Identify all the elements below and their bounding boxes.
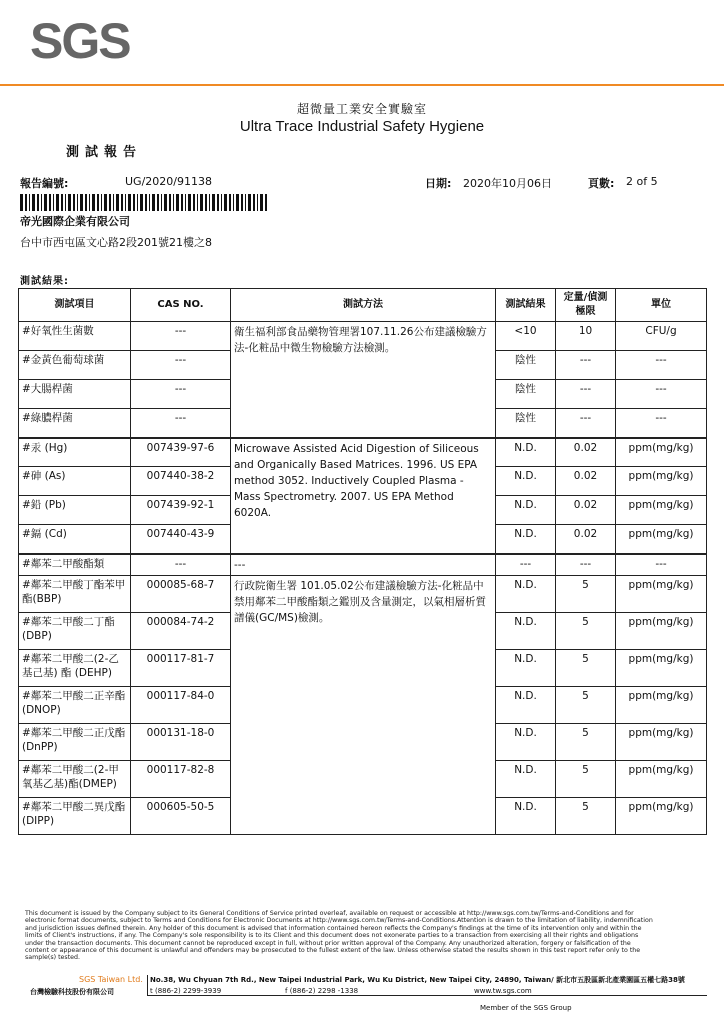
cell-item: #鄰苯二甲酸二丁酯(DBP): [19, 612, 131, 649]
barcode-bar: [137, 194, 138, 211]
barcode-bar: [164, 194, 167, 211]
barcode-bar: [152, 194, 155, 211]
barcode-bar: [128, 194, 131, 211]
barcode-bar: [56, 194, 59, 211]
footer-website: www.tw.sgs.com: [474, 987, 532, 995]
report-date: 2020年10月06日: [463, 177, 552, 190]
cell-item: #鄰苯二甲酸二正辛酯 (DNOP): [19, 686, 131, 723]
cell-result: 陰性: [496, 409, 556, 438]
barcode-bar: [161, 194, 162, 211]
cell-cas: ---: [131, 351, 231, 380]
cell-result: N.D.: [496, 723, 556, 760]
barcode-bar: [113, 194, 114, 211]
cell-item: #好氧性生菌數: [19, 322, 131, 351]
cell-item: #汞 (Hg): [19, 438, 131, 467]
cell-limit: ---: [556, 351, 616, 380]
barcode-bar: [200, 194, 203, 211]
footer-sgs-taiwan: SGS Taiwan Ltd.: [79, 975, 143, 984]
barcode-bar: [89, 194, 90, 211]
barcode-image: [20, 194, 270, 211]
date-label: 日期:: [425, 177, 452, 190]
barcode-bar: [41, 194, 42, 211]
cell-limit: 5: [556, 723, 616, 760]
cell-cas: ---: [131, 554, 231, 576]
cell-result: N.D.: [496, 575, 556, 612]
barcode-bar: [32, 194, 35, 211]
barcode-bar: [116, 194, 119, 211]
barcode-bar: [121, 194, 123, 211]
cell-result: N.D.: [496, 496, 556, 525]
header-method: 測試方法: [231, 289, 496, 322]
cell-limit: 0.02: [556, 525, 616, 554]
footer-address: No.38, Wu Chyuan 7th Rd., New Taipei Industrial Park, Wu Ku District, New Taipei City, 24890, Taiwan/ 新北市五股區新北產業園區五權七路38號: [150, 976, 685, 984]
cell-unit: ppm(mg/kg): [616, 525, 707, 554]
cell-cas: 007440-43-9: [131, 525, 231, 554]
cell-result: N.D.: [496, 760, 556, 797]
barcode-bar: [145, 194, 147, 211]
cell-result: N.D.: [496, 467, 556, 496]
report-number: UG/2020/91138: [125, 175, 212, 188]
footer-company-zh: 台灣檢驗科技股份有限公司: [30, 988, 114, 996]
barcode-bar: [265, 194, 267, 211]
cell-limit: ---: [556, 380, 616, 409]
cell-limit: 0.02: [556, 438, 616, 467]
cell-result: N.D.: [496, 525, 556, 554]
footer-rule: [147, 995, 707, 996]
page-label: 頁數:: [588, 177, 615, 190]
barcode-bar: [53, 194, 54, 211]
table-row: [19, 322, 707, 351]
client-address: 台中市西屯區文心路2段201號21樓之8: [20, 236, 212, 249]
cell-cas: 007439-92-1: [131, 496, 231, 525]
barcode-bar: [44, 194, 47, 211]
cell-cas: 000084-74-2: [131, 612, 231, 649]
cell-unit: ppm(mg/kg): [616, 467, 707, 496]
cell-cas: 000117-84-0: [131, 686, 231, 723]
barcode-bar: [73, 194, 75, 211]
cell-result: N.D.: [496, 438, 556, 467]
cell-cas: 000085-68-7: [131, 575, 231, 612]
cell-method: Microwave Assisted Acid Digestion of Siliceous and Organically Based Matrices. 1996. US EPA method 3052. Inductively Coupled Plasma - Mass Spectrometry. 2007. US EPA Method 6020A.: [231, 438, 496, 554]
barcode-bar: [260, 194, 263, 211]
cell-unit: ---: [616, 554, 707, 576]
barcode-bar: [49, 194, 51, 211]
cell-cas: 007439-97-6: [131, 438, 231, 467]
cell-unit: ---: [616, 380, 707, 409]
barcode-bar: [80, 194, 83, 211]
cell-limit: 5: [556, 649, 616, 686]
cell-cas: ---: [131, 322, 231, 351]
cell-limit: 10: [556, 322, 616, 351]
cell-limit: 5: [556, 797, 616, 834]
barcode-bar: [233, 194, 234, 211]
client-company: 帝光國際企業有限公司: [20, 215, 130, 228]
cell-unit: ppm(mg/kg): [616, 760, 707, 797]
barcode-bar: [109, 194, 111, 211]
footer-member: Member of the SGS Group: [480, 1004, 572, 1012]
cell-unit: ppm(mg/kg): [616, 797, 707, 834]
cell-unit: CFU/g: [616, 322, 707, 351]
cell-item: #鎘 (Cd): [19, 525, 131, 554]
cell-item: #鄰苯二甲酸二(2-乙基己基) 酯 (DEHP): [19, 649, 131, 686]
cell-cas: 000117-82-8: [131, 760, 231, 797]
barcode-bar: [197, 194, 198, 211]
cell-item: #鉛 (Pb): [19, 496, 131, 525]
barcode-bar: [68, 194, 71, 211]
barcode-bar: [92, 194, 95, 211]
barcode-bar: [157, 194, 159, 211]
table-row: [19, 554, 707, 576]
cell-method: ---: [231, 554, 496, 576]
barcode-bar: [25, 194, 27, 211]
cell-limit: 5: [556, 575, 616, 612]
cell-item: #大腸桿菌: [19, 380, 131, 409]
cell-item: #鄰苯二甲酸丁酯苯甲酯(BBP): [19, 575, 131, 612]
barcode-bar: [181, 194, 183, 211]
barcode-bar: [140, 194, 143, 211]
cell-unit: ppm(mg/kg): [616, 686, 707, 723]
cell-method: 衛生福利部食品藥物管理署107.11.26公布建議檢驗方法-化粧品中微生物檢驗方法檢測。: [231, 322, 496, 438]
barcode-bar: [125, 194, 126, 211]
barcode-bar: [193, 194, 195, 211]
cell-unit: ppm(mg/kg): [616, 612, 707, 649]
barcode-bar: [217, 194, 219, 211]
barcode-bar: [209, 194, 210, 211]
barcode-bar: [245, 194, 246, 211]
barcode-bar: [97, 194, 99, 211]
barcode-bar: [173, 194, 174, 211]
barcode-bar: [257, 194, 258, 211]
cell-item: #鄰苯二甲酸二異戊酯 (DIPP): [19, 797, 131, 834]
cell-result: N.D.: [496, 686, 556, 723]
cell-cas: 007440-38-2: [131, 467, 231, 496]
barcode-bar: [149, 194, 150, 211]
barcode-bar: [224, 194, 227, 211]
barcode-bar: [20, 194, 23, 211]
footer-tel: t (886-2) 2299-3939: [150, 987, 222, 995]
barcode-bar: [29, 194, 30, 211]
cell-item: #鄰苯二甲酸二(2-甲氧基乙基)酯(DMEP): [19, 760, 131, 797]
barcode-bar: [61, 194, 63, 211]
cell-cas: 000605-50-5: [131, 797, 231, 834]
report-title: 測試報告: [66, 145, 143, 160]
cell-item: #鄰苯二甲酸酯類: [19, 554, 131, 576]
barcode-bar: [212, 194, 215, 211]
table-row: [19, 438, 707, 467]
lab-name-en: Ultra Trace Industrial Safety Hygiene: [239, 118, 485, 135]
cell-limit: ---: [556, 409, 616, 438]
header-divider: [0, 84, 724, 86]
cell-method: 行政院衛生署 101.05.02公布建議檢驗方法-化粧品中禁用鄰苯二甲酸酯類之鑑別及含量測定，以氣相層析質譜儀(GC/MS)檢測。: [231, 575, 496, 834]
barcode-bar: [101, 194, 102, 211]
cell-cas: 000117-81-7: [131, 649, 231, 686]
cell-result: N.D.: [496, 797, 556, 834]
barcode-bar: [185, 194, 186, 211]
barcode-bar: [248, 194, 251, 211]
barcode-bar: [221, 194, 222, 211]
cell-cas: 000131-18-0: [131, 723, 231, 760]
lab-name-zh: 超微量工業安全實驗室: [296, 102, 427, 116]
cell-unit: ---: [616, 409, 707, 438]
header-item: 測試項目: [19, 289, 131, 322]
cell-limit: ---: [556, 554, 616, 576]
barcode-bar: [77, 194, 78, 211]
footer-disclaimer: This document is issued by the Company subject to its General Conditions of Service printed overleaf, available on request or accessible at http://www.sgs.com.tw/Terms-and-Conditions and for electronic format documents, subject to Terms and Conditions for Electronic Documents at http://www.sgs.com.tw/Terms-and-Conditions.Attention is drawn to the limitation of liability, indemnification and jurisdiction issues defined therein. Any holder of this document is advised that information contained hereon reflects the Company's findings at the time of its intervention only and within the limits of Client's instructions, if any. The Company's sole responsibility is to its Client and this document does not exonerate parties to a transaction from exercising all their rights and obligations under the transaction documents. This document cannot be reproduced except in full, without prior written approval of the Company. Any unauthorized alteration, forgery or falsification of the content or appearance of this document is unlawful and offenders may be prosecuted to the fullest extent of the law. Unless otherwise stated the results shown in this test report refer only to the sample(s) tested.: [25, 910, 653, 962]
barcode-bar: [85, 194, 87, 211]
barcode-bar: [133, 194, 135, 211]
cell-unit: ---: [616, 351, 707, 380]
results-label: 測試結果:: [20, 276, 69, 287]
cell-limit: 5: [556, 612, 616, 649]
barcode-bar: [37, 194, 39, 211]
cell-cas: ---: [131, 409, 231, 438]
barcode-bar: [236, 194, 239, 211]
cell-item: #砷 (As): [19, 467, 131, 496]
results-table: [18, 288, 707, 835]
cell-result: N.D.: [496, 612, 556, 649]
cell-limit: 0.02: [556, 467, 616, 496]
cell-result: ---: [496, 554, 556, 576]
barcode-bar: [176, 194, 179, 211]
footer-fax: f (886-2) 2298 -1338: [285, 987, 359, 995]
barcode-bar: [253, 194, 255, 211]
cell-result: <10: [496, 322, 556, 351]
header-result: 測試結果: [496, 289, 556, 322]
cell-item: #鄰苯二甲酸二正戊酯 (DnPP): [19, 723, 131, 760]
cell-item: #綠膿桿菌: [19, 409, 131, 438]
barcode-bar: [65, 194, 66, 211]
barcode-bar: [169, 194, 171, 211]
barcode-bar: [104, 194, 107, 211]
cell-unit: ppm(mg/kg): [616, 438, 707, 467]
cell-unit: ppm(mg/kg): [616, 649, 707, 686]
cell-result: N.D.: [496, 649, 556, 686]
report-number-label: 報告編號:: [20, 177, 69, 190]
header-unit: 單位: [616, 289, 707, 322]
header-cas: CAS NO.: [131, 289, 231, 322]
cell-result: 陰性: [496, 380, 556, 409]
barcode-bar: [188, 194, 191, 211]
cell-unit: ppm(mg/kg): [616, 723, 707, 760]
barcode-bar: [229, 194, 231, 211]
header-limit: 定量/偵測極限: [556, 289, 616, 322]
cell-unit: ppm(mg/kg): [616, 575, 707, 612]
footer-divider: [147, 975, 148, 995]
cell-limit: 5: [556, 686, 616, 723]
cell-result: 陰性: [496, 351, 556, 380]
cell-limit: 0.02: [556, 496, 616, 525]
barcode-bar: [205, 194, 207, 211]
cell-cas: ---: [131, 380, 231, 409]
table-row: [19, 575, 707, 612]
cell-limit: 5: [556, 760, 616, 797]
sgs-logo: SGS: [30, 13, 130, 69]
cell-unit: ppm(mg/kg): [616, 496, 707, 525]
cell-item: #金黃色葡萄球菌: [19, 351, 131, 380]
barcode-bar: [241, 194, 243, 211]
page-number: 2 of 5: [626, 175, 658, 188]
